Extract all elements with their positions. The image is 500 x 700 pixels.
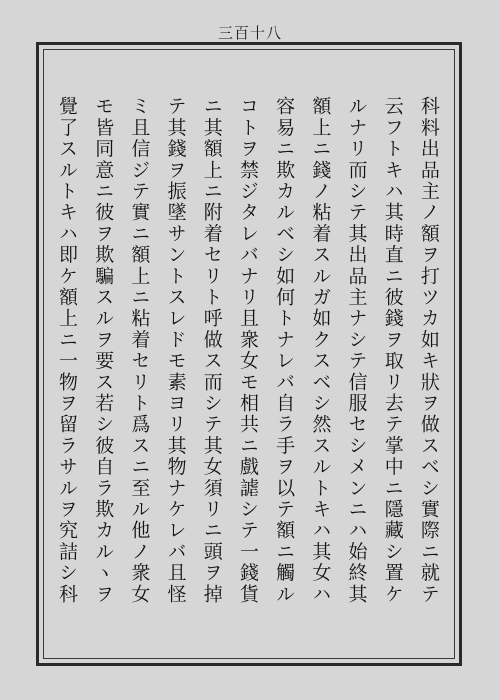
text-column: コトヲ禁ジタレバナリ且衆女モ相共ニ戲謔シテ一錢貨 xyxy=(236,96,259,605)
text-column: 覺了スルトキハ即ケ額上ニ一物ヲ留ラサルヲ究詰シ科 xyxy=(56,96,78,605)
page-number: 三百十八 xyxy=(217,24,282,42)
text-column: 科料出品主ノ額ヲ打ツカ如キ狀ヲ做スベシ實際ニ就テ xyxy=(417,96,440,605)
text-column: 額上ニ錢ノ粘着スルガ如クスベシ然スルトキハ其女ハ xyxy=(309,96,332,605)
text-column: 容易ニ欺カルベシ如何トナレバ自ラ手ヲ以テ額ニ觸ル xyxy=(273,96,296,605)
text-column: ルナリ而シテ其出品主ナシテ信服セシメンニハ始終其 xyxy=(345,96,368,605)
text-column: テ其錢ヲ振墜サントスレドモ素ヨリ其物ナケレバ且怪 xyxy=(164,96,187,605)
text-column: ニ其額上ニ附着セリト呼做ス而シテ其女須リニ頭ヲ掉 xyxy=(200,96,223,605)
text-column: ミ且信ジテ實ニ額上ニ粘着セリト爲スニ至ル他ノ衆女 xyxy=(128,96,151,605)
text-column: モ皆同意ニ彼ヲ欺騙スルヲ要ス若シ彼自ラ欺カルヽヲ xyxy=(92,96,115,605)
text-column: 云フトキハ其時直ニ彼錢ヲ取リ去テ掌中ニ隱藏シ置ケ xyxy=(381,96,404,605)
vertical-text-body xyxy=(46,96,450,656)
